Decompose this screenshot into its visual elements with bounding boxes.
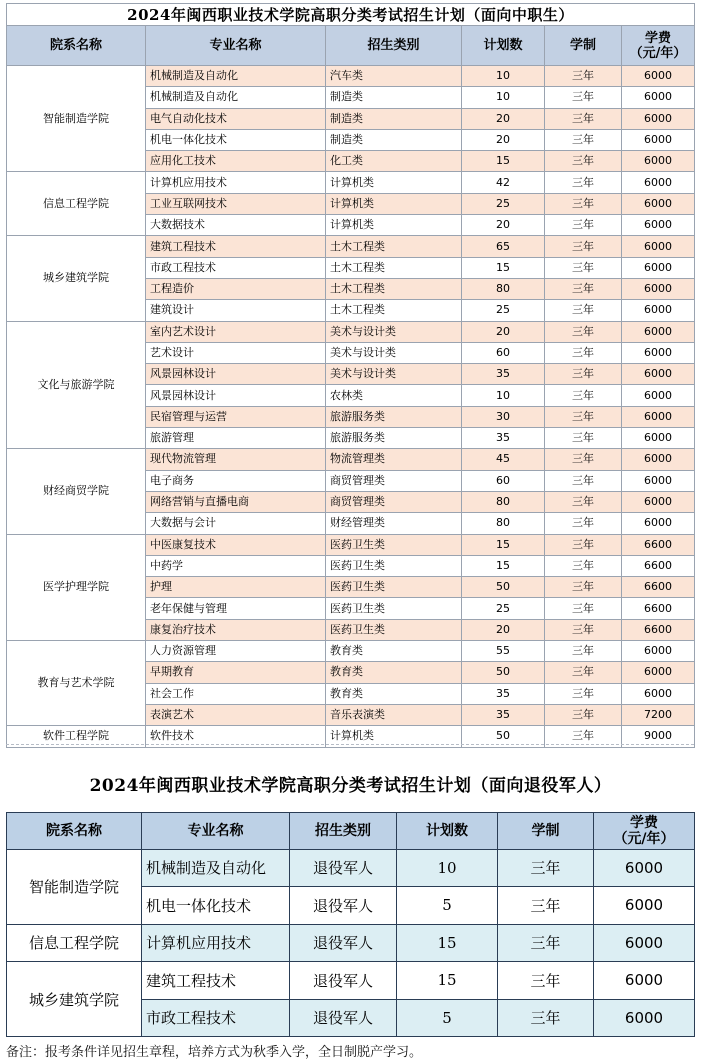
duration-cell: 三年: [545, 151, 622, 172]
plan-count-cell: 15: [462, 555, 545, 576]
category-cell: 土木工程类: [326, 257, 462, 278]
major-cell: 软件技术: [146, 726, 326, 747]
duration-cell: 三年: [545, 215, 622, 236]
tuition-cell: 6000: [622, 683, 695, 704]
plan-count-cell: 15: [397, 924, 498, 962]
duration-cell: 三年: [498, 924, 594, 962]
tuition-cell: 6600: [622, 598, 695, 619]
plan-count-cell: 65: [462, 236, 545, 257]
tuition-cell: 7200: [622, 704, 695, 725]
plan-count-cell: 45: [462, 449, 545, 470]
plan-count-cell: 30: [462, 406, 545, 427]
plan-count-cell: 10: [397, 849, 498, 887]
table-row: [7, 962, 695, 1000]
category-cell: 医药卫生类: [326, 534, 462, 555]
major-cell: 大数据与会计: [146, 513, 326, 534]
duration-cell: 三年: [545, 534, 622, 555]
table1-header-row: [7, 26, 695, 66]
tuition-cell: 6600: [622, 555, 695, 576]
header-plan-count: 计划数: [397, 812, 498, 849]
category-cell: 音乐表演类: [326, 704, 462, 725]
plan-count-cell: 20: [462, 619, 545, 640]
header-dept: 院系名称: [7, 26, 146, 66]
major-cell: 老年保健与管理: [146, 598, 326, 619]
plan-count-cell: 80: [462, 513, 545, 534]
duration-cell: 三年: [498, 849, 594, 887]
major-cell: 机电一体化技术: [146, 129, 326, 150]
tuition-cell: 6600: [622, 577, 695, 598]
table2-title: 2024年闽西职业技术学院高职分类考试招生计划（面向退役军人）: [89, 776, 612, 797]
category-cell: 美术与设计类: [326, 364, 462, 385]
duration-cell: 三年: [545, 406, 622, 427]
tuition-cell: 6000: [622, 662, 695, 683]
category-cell: 土木工程类: [326, 236, 462, 257]
plan-count-cell: 20: [462, 108, 545, 129]
category-cell: 退役军人: [290, 849, 397, 887]
duration-cell: 三年: [545, 321, 622, 342]
major-cell: 室内艺术设计: [146, 321, 326, 342]
category-cell: 医药卫生类: [326, 619, 462, 640]
major-cell: 建筑设计: [146, 300, 326, 321]
duration-cell: 三年: [545, 683, 622, 704]
duration-cell: 三年: [498, 962, 594, 1000]
category-cell: 计算机类: [326, 172, 462, 193]
duration-cell: 三年: [545, 87, 622, 108]
plan-count-cell: 55: [462, 641, 545, 662]
tuition-cell: 6000: [622, 66, 695, 87]
category-cell: 计算机类: [326, 726, 462, 747]
header-major: 专业名称: [146, 26, 326, 66]
header-category: 招生类别: [290, 812, 397, 849]
plan-count-cell: 20: [462, 129, 545, 150]
category-cell: 退役军人: [290, 887, 397, 925]
major-cell: 旅游管理: [146, 428, 326, 449]
duration-cell: 三年: [545, 300, 622, 321]
table-row: [7, 172, 695, 193]
tuition-cell: 6000: [594, 962, 695, 1000]
dept-cell: 智能制造学院: [7, 849, 142, 924]
table-row: [7, 236, 695, 257]
duration-cell: 三年: [545, 513, 622, 534]
tuition-cell: 6000: [622, 300, 695, 321]
duration-cell: 三年: [545, 641, 622, 662]
duration-cell: 三年: [545, 491, 622, 512]
category-cell: 土木工程类: [326, 278, 462, 299]
duration-cell: 三年: [545, 619, 622, 640]
duration-cell: 三年: [545, 385, 622, 406]
tuition-cell: 6600: [622, 534, 695, 555]
section-divider: [6, 744, 694, 745]
plan-count-cell: 60: [462, 342, 545, 363]
major-cell: 建筑工程技术: [146, 236, 326, 257]
tuition-cell: 6000: [622, 406, 695, 427]
duration-cell: 三年: [545, 449, 622, 470]
category-cell: 商贸管理类: [326, 491, 462, 512]
plan-table-secondary-vocational: [6, 3, 695, 748]
major-cell: 应用化工技术: [146, 151, 326, 172]
tuition-cell: 6000: [594, 887, 695, 925]
tuition-cell: 6000: [622, 108, 695, 129]
major-cell: 人力资源管理: [146, 641, 326, 662]
tuition-cell: 6000: [622, 87, 695, 108]
major-cell: 计算机应用技术: [146, 172, 326, 193]
plan-count-cell: 42: [462, 172, 545, 193]
tuition-cell: 6000: [622, 172, 695, 193]
category-cell: 化工类: [326, 151, 462, 172]
plan-count-cell: 10: [462, 385, 545, 406]
dept-cell: 城乡建筑学院: [7, 236, 146, 321]
major-cell: 市政工程技术: [142, 999, 290, 1037]
table-row: [7, 849, 695, 887]
duration-cell: 三年: [545, 108, 622, 129]
category-cell: 教育类: [326, 683, 462, 704]
tuition-cell: 6000: [622, 215, 695, 236]
duration-cell: 三年: [545, 278, 622, 299]
category-cell: 美术与设计类: [326, 321, 462, 342]
plan-count-cell: 15: [462, 257, 545, 278]
header-duration: 学制: [498, 812, 594, 849]
major-cell: 康复治疗技术: [146, 619, 326, 640]
tuition-cell: 6000: [622, 364, 695, 385]
tuition-cell: 6000: [622, 641, 695, 662]
plan-count-cell: 35: [462, 704, 545, 725]
tuition-cell: 6600: [622, 619, 695, 640]
category-cell: 旅游服务类: [326, 406, 462, 427]
header-major: 专业名称: [142, 812, 290, 849]
tuition-cell: 6000: [622, 428, 695, 449]
category-cell: 农林类: [326, 385, 462, 406]
plan-count-cell: 35: [462, 364, 545, 385]
table-row: [7, 449, 695, 470]
category-cell: 医药卫生类: [326, 598, 462, 619]
dept-cell: 智能制造学院: [7, 66, 146, 172]
category-cell: 制造类: [326, 108, 462, 129]
table-row: [7, 66, 695, 87]
major-cell: 工业互联网技术: [146, 193, 326, 214]
plan-count-cell: 15: [397, 962, 498, 1000]
duration-cell: 三年: [498, 887, 594, 925]
plan-count-cell: 20: [462, 321, 545, 342]
major-cell: 艺术设计: [146, 342, 326, 363]
duration-cell: 三年: [545, 66, 622, 87]
plan-count-cell: 25: [462, 300, 545, 321]
table1-title: 2024年闽西职业技术学院高职分类考试招生计划（面向中职生）: [7, 4, 695, 26]
plan-count-cell: 80: [462, 491, 545, 512]
duration-cell: 三年: [545, 598, 622, 619]
plan-count-cell: 15: [462, 534, 545, 555]
category-cell: 旅游服务类: [326, 428, 462, 449]
header-tuition: 学费 （元/年）: [622, 26, 695, 66]
major-cell: 中医康复技术: [146, 534, 326, 555]
category-cell: 教育类: [326, 662, 462, 683]
duration-cell: 三年: [545, 129, 622, 150]
tuition-cell: 6000: [622, 491, 695, 512]
tuition-cell: 6000: [622, 321, 695, 342]
tuition-cell: 6000: [622, 342, 695, 363]
duration-cell: 三年: [498, 999, 594, 1037]
dept-cell: 医学护理学院: [7, 534, 146, 640]
major-cell: 表演艺术: [146, 704, 326, 725]
major-cell: 中药学: [146, 555, 326, 576]
tuition-cell: 9000: [622, 726, 695, 747]
duration-cell: 三年: [545, 726, 622, 747]
dept-cell: 教育与艺术学院: [7, 641, 146, 726]
category-cell: 汽车类: [326, 66, 462, 87]
major-cell: 风景园林设计: [146, 364, 326, 385]
plan-count-cell: 15: [462, 151, 545, 172]
category-cell: 商贸管理类: [326, 470, 462, 491]
header-duration: 学制: [545, 26, 622, 66]
tuition-cell: 6000: [622, 513, 695, 534]
duration-cell: 三年: [545, 470, 622, 491]
tuition-cell: 6000: [594, 999, 695, 1037]
major-cell: 风景园林设计: [146, 385, 326, 406]
category-cell: 医药卫生类: [326, 555, 462, 576]
dept-cell: 信息工程学院: [7, 172, 146, 236]
major-cell: 早期教育: [146, 662, 326, 683]
plan-count-cell: 50: [462, 726, 545, 747]
major-cell: 建筑工程技术: [142, 962, 290, 1000]
header-category: 招生类别: [326, 26, 462, 66]
major-cell: 工程造价: [146, 278, 326, 299]
major-cell: 机械制造及自动化: [142, 849, 290, 887]
dept-cell: 信息工程学院: [7, 924, 142, 962]
plan-count-cell: 25: [462, 193, 545, 214]
plan-count-cell: 35: [462, 683, 545, 704]
tuition-cell: 6000: [622, 193, 695, 214]
duration-cell: 三年: [545, 555, 622, 576]
plan-count-cell: 10: [462, 66, 545, 87]
major-cell: 网络营销与直播电商: [146, 491, 326, 512]
plan-count-cell: 35: [462, 428, 545, 449]
duration-cell: 三年: [545, 257, 622, 278]
category-cell: 财经管理类: [326, 513, 462, 534]
major-cell: 市政工程技术: [146, 257, 326, 278]
dept-cell: 城乡建筑学院: [7, 962, 142, 1037]
major-cell: 现代物流管理: [146, 449, 326, 470]
plan-count-cell: 20: [462, 215, 545, 236]
category-cell: 退役军人: [290, 924, 397, 962]
tuition-cell: 6000: [622, 278, 695, 299]
category-cell: 退役军人: [290, 999, 397, 1037]
table-row: [7, 534, 695, 555]
tuition-cell: 6000: [622, 257, 695, 278]
duration-cell: 三年: [545, 577, 622, 598]
major-cell: 电子商务: [146, 470, 326, 491]
table-row: [7, 641, 695, 662]
duration-cell: 三年: [545, 236, 622, 257]
duration-cell: 三年: [545, 172, 622, 193]
category-cell: 制造类: [326, 129, 462, 150]
duration-cell: 三年: [545, 662, 622, 683]
duration-cell: 三年: [545, 704, 622, 725]
plan-count-cell: 5: [397, 999, 498, 1037]
category-cell: 物流管理类: [326, 449, 462, 470]
header-plan-count: 计划数: [462, 26, 545, 66]
plan-count-cell: 25: [462, 598, 545, 619]
category-cell: 美术与设计类: [326, 342, 462, 363]
duration-cell: 三年: [545, 428, 622, 449]
duration-cell: 三年: [545, 193, 622, 214]
plan-count-cell: 80: [462, 278, 545, 299]
major-cell: 大数据技术: [146, 215, 326, 236]
category-cell: 计算机类: [326, 215, 462, 236]
category-cell: 医药卫生类: [326, 577, 462, 598]
major-cell: 计算机应用技术: [142, 924, 290, 962]
dept-cell: 文化与旅游学院: [7, 321, 146, 449]
category-cell: 退役军人: [290, 962, 397, 1000]
major-cell: 护理: [146, 577, 326, 598]
category-cell: 土木工程类: [326, 300, 462, 321]
category-cell: 制造类: [326, 87, 462, 108]
plan-count-cell: 5: [397, 887, 498, 925]
plan-count-cell: 50: [462, 662, 545, 683]
tuition-cell: 6000: [622, 236, 695, 257]
major-cell: 机械制造及自动化: [146, 66, 326, 87]
category-cell: 计算机类: [326, 193, 462, 214]
header-tuition: 学费 （元/年）: [594, 812, 695, 849]
major-cell: 社会工作: [146, 683, 326, 704]
duration-cell: 三年: [545, 342, 622, 363]
major-cell: 民宿管理与运营: [146, 406, 326, 427]
tuition-cell: 6000: [622, 470, 695, 491]
category-cell: 教育类: [326, 641, 462, 662]
tuition-cell: 6000: [622, 151, 695, 172]
tuition-cell: 6000: [594, 924, 695, 962]
tuition-cell: 6000: [622, 129, 695, 150]
dept-cell: 软件工程学院: [7, 726, 146, 747]
tuition-cell: 6000: [594, 849, 695, 887]
footnote: 备注：报考条件详见招生章程，培养方式为秋季入学，全日制脱产学习。: [6, 1045, 423, 1060]
plan-count-cell: 50: [462, 577, 545, 598]
tuition-cell: 6000: [622, 385, 695, 406]
table2-header-row: [7, 812, 695, 849]
major-cell: 机械制造及自动化: [146, 87, 326, 108]
dept-cell: 财经商贸学院: [7, 449, 146, 534]
duration-cell: 三年: [545, 364, 622, 385]
plan-count-cell: 60: [462, 470, 545, 491]
major-cell: 电气自动化技术: [146, 108, 326, 129]
plan-count-cell: 10: [462, 87, 545, 108]
table-row: [7, 321, 695, 342]
tuition-cell: 6000: [622, 449, 695, 470]
major-cell: 机电一体化技术: [142, 887, 290, 925]
header-dept: 院系名称: [7, 812, 142, 849]
table-row: [7, 924, 695, 962]
plan-table-veterans: [6, 756, 695, 1037]
